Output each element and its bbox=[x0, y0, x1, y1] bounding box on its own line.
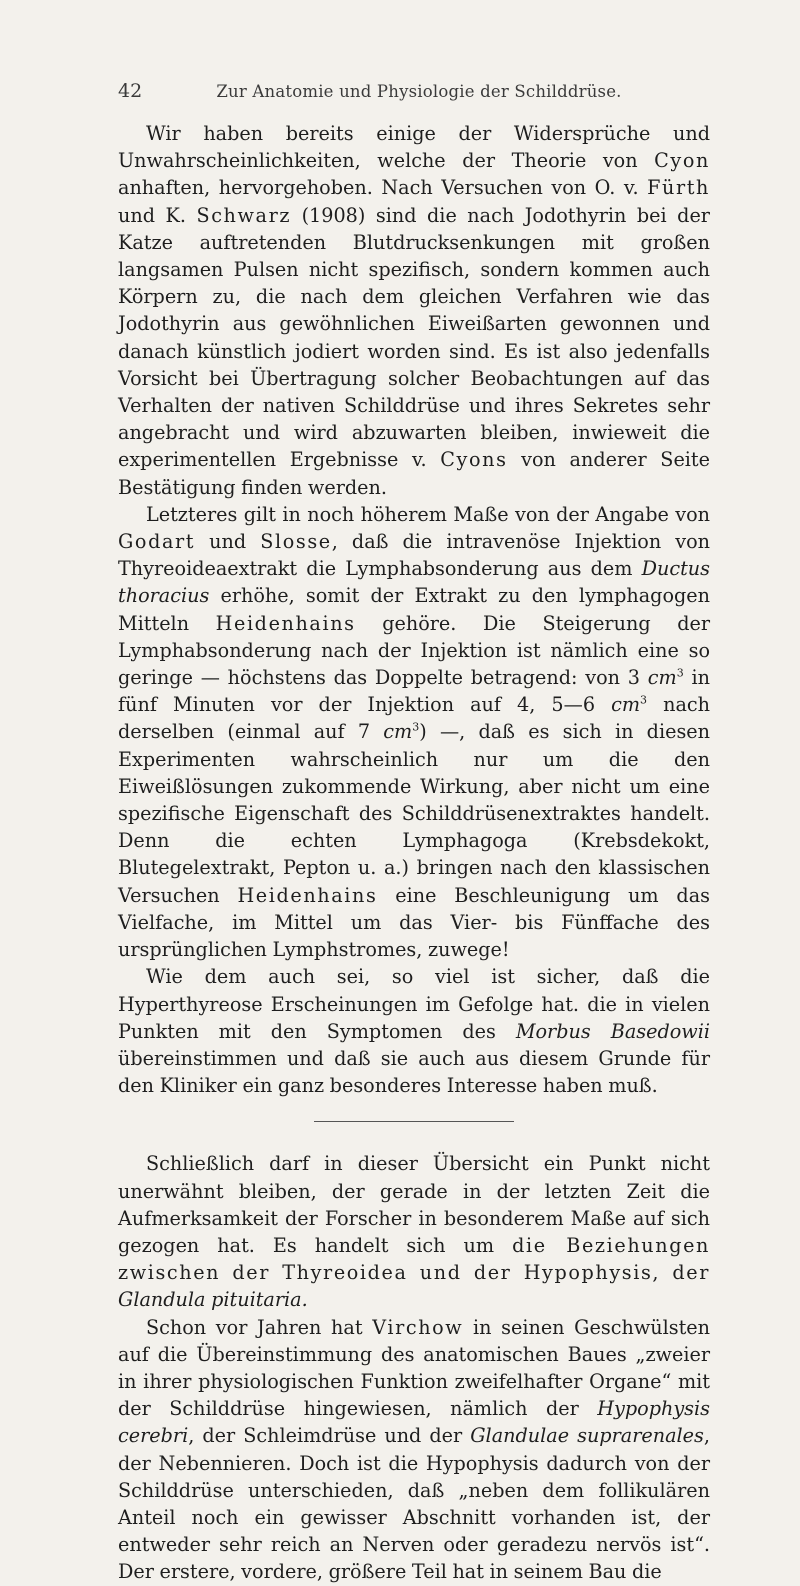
latin-term: Hypophysis cerebri bbox=[118, 1397, 710, 1448]
page-number: 42 bbox=[118, 80, 143, 102]
page-header bbox=[118, 80, 710, 102]
latin-term: Ductus thoracius bbox=[118, 557, 710, 608]
paragraph: Schließlich darf in dieser Übersicht ein Punkt nicht unerwähnt bleiben, der gerade in der letzten Zeit die Aufmerksamkeit der Forscher in besonderem Maße auf sich gezogen hat. Es handelt sich um die Beziehungen zwischen der Thyreoidea und der Hypophysis, der Glandula pituitaria. bbox=[118, 1152, 710, 1312]
author-name: Godart bbox=[118, 530, 196, 554]
emphasized-topic: die Beziehungen zwischen der Thyreoidea und der Hypophysis, der bbox=[118, 1233, 710, 1285]
author-name: Cyons bbox=[440, 448, 508, 472]
author-name: Fürth bbox=[647, 176, 710, 200]
section-divider bbox=[314, 1121, 514, 1122]
latin-term: Morbus Basedowii bbox=[515, 1019, 710, 1043]
body-text bbox=[118, 120, 710, 1586]
latin-term: Glandulae suprarenales bbox=[470, 1424, 704, 1448]
paragraph: Wir haben bereits einige der Widersprüche und Unwahrscheinlichkeiten, welche der Theorie von Cyon anhaften, hervorgehoben. Nach Versuchen von O. v. Fürth und K. Schwarz (1908) sind die nach Jodothyrin bei der Katze auftretenden Blutdrucksenkungen mit großen langsamen Pulsen nicht spezifisch, sondern kommen auch Körpern zu, die nach dem gleichen Verfahren wie das Jodothyrin aus gewöhnlichen Eiweißarten gewonnen und danach künstlich jodiert worden sind. Es ist also jedenfalls Vorsicht bei Übertragung solcher Beobachtungen auf das Verhalten der nativen Schilddrüse und ihres Sekretes sehr angebracht und wird abzuwarten bleiben, inwieweit die experimentellen Ergebnisse v. Cyons von anderer Seite Bestätigung finden werden. bbox=[118, 122, 710, 499]
author-name: Cyon bbox=[654, 149, 710, 173]
paragraph: Letzteres gilt in noch höherem Maße von der Angabe von Godart und Slosse, daß die intravenöse Injektion von Thyreoideaextrakt die Lymphabsonderung aus dem Ductus thoracius erhöhe, somit der Extrakt zu den lymphagogen Mitteln Heidenhains gehöre. Die Steigerung der Lymphabsonderung nach der Injektion ist nämlich eine so geringe — höchstens das Doppelte betragend: von 3 $cm^3$ in fünf Minuten vor der Injektion auf 4, 5—6 $cm^3$ nach derselben (einmal auf 7 $cm^3$) —, daß es sich in diesen Experimenten wahrscheinlich nur um die den Eiweißlösungen zukommende Wirkung, aber nicht um eine spezifische Eigenschaft des Schilddrüsenextraktes handelt. Denn die echten Lymphagoga (Krebsdekokt, Blutegelextrakt, Pepton u. a.) bringen nach den klassischen Versuchen Heidenhains eine Beschleunigung um das Vielfache, im Mittel um das Vier- bis Fünffache des ursprünglichen Lymphstromes, zuwege! bbox=[118, 502, 711, 962]
author-name: Heidenhains bbox=[237, 883, 378, 907]
paragraph: Wie dem auch sei, so viel ist sicher, daß die Hyperthyreose Erscheinungen im Gefolge hat. die in vielen Punkten mit den Symptomen des Morbus Basedowii übereinstimmen und daß sie auch aus diesem Grunde für den Kliniker ein ganz besonderes Interesse haben muß. bbox=[118, 965, 710, 1098]
author-name: Slosse bbox=[260, 530, 332, 554]
latin-term: Glandula pituitaria. bbox=[118, 1288, 308, 1312]
paragraph: Schon vor Jahren hat Virchow in seinen Geschwülsten auf die Übereinstimmung des anatomischen Baues „zweier in ihrer physiologischen Funktion zweifelhafter Organe“ mit der Schilddrüse hingewiesen, nämlich der Hypophysis cerebri, der Schleimdrüse und der Glandulae suprarenales, der Nebennieren. Doch ist die Hypophysis dadurch von der Schilddrüse unterschieden, daß „neben dem follikulären Anteil noch ein gewisser Abschnitt vorhanden ist, der entweder sehr reich an Nerven oder geradezu nervös ist“. Der erstere, vordere, größere Teil hat in seinem Bau die bbox=[118, 1315, 711, 1584]
author-name: Heidenhains bbox=[215, 611, 356, 635]
author-name: Schwarz bbox=[196, 203, 292, 227]
running-title: Zur Anatomie und Physiologie der Schilddrüse. bbox=[216, 82, 622, 101]
author-name: Virchow bbox=[372, 1315, 464, 1339]
